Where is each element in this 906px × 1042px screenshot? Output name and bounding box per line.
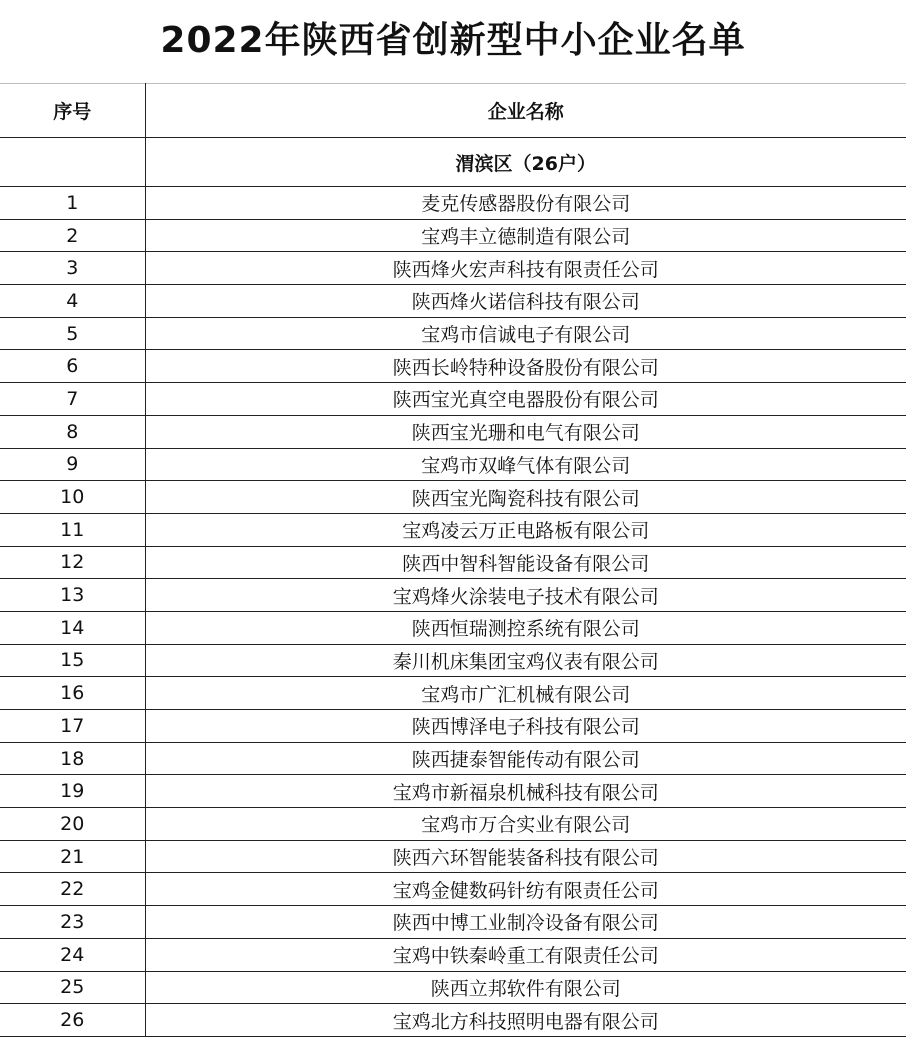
- row-company-name-cell: 陕西烽火诺信科技有限公司: [145, 285, 906, 318]
- table-row: [0, 546, 906, 579]
- row-company-name-cell: 陕西长岭特种设备股份有限公司: [145, 350, 906, 383]
- table-row: [0, 1004, 906, 1037]
- row-company-name-cell: 陕西恒瑞测控系统有限公司: [145, 611, 906, 644]
- district-label: 渭滨区（26户）: [145, 138, 906, 187]
- table-row: [0, 513, 906, 546]
- row-company-name-cell: 宝鸡凌云万正电路板有限公司: [145, 513, 906, 546]
- row-index-cell: 21: [0, 840, 145, 873]
- row-index-cell: 20: [0, 808, 145, 841]
- column-header-index: 序号: [0, 84, 145, 138]
- row-index-cell: 11: [0, 513, 145, 546]
- row-index-cell: 7: [0, 383, 145, 416]
- row-index-cell: 15: [0, 644, 145, 677]
- row-company-name-cell: 宝鸡市万合实业有限公司: [145, 808, 906, 841]
- row-company-name-cell: 陕西六环智能装备科技有限公司: [145, 840, 906, 873]
- table-row: [0, 808, 906, 841]
- table-row: [0, 415, 906, 448]
- row-index-cell: 16: [0, 677, 145, 710]
- row-company-name-cell: 陕西中智科智能设备有限公司: [145, 546, 906, 579]
- table-row: [0, 938, 906, 971]
- table-row: [0, 219, 906, 252]
- row-company-name-cell: 宝鸡市信诚电子有限公司: [145, 317, 906, 350]
- row-index-cell: 8: [0, 415, 145, 448]
- table-row: [0, 285, 906, 318]
- row-index-cell: 25: [0, 971, 145, 1004]
- table-row: [0, 448, 906, 481]
- row-index-cell: 22: [0, 873, 145, 906]
- row-index-cell: 24: [0, 938, 145, 971]
- row-index-cell: 26: [0, 1004, 145, 1037]
- table-row: [0, 775, 906, 808]
- row-index-cell: 12: [0, 546, 145, 579]
- table-row: [0, 481, 906, 514]
- row-company-name-cell: 陕西立邦软件有限公司: [145, 971, 906, 1004]
- table-row: [0, 252, 906, 285]
- table-row: [0, 187, 906, 220]
- row-index-cell: 3: [0, 252, 145, 285]
- document-title: 2022年陕西省创新型中小企业名单: [160, 20, 746, 61]
- row-company-name-cell: 宝鸡丰立德制造有限公司: [145, 219, 906, 252]
- row-index-cell: 19: [0, 775, 145, 808]
- row-company-name-cell: 宝鸡金健数码针纺有限责任公司: [145, 873, 906, 906]
- row-index-cell: 1: [0, 187, 145, 220]
- table-row: [0, 317, 906, 350]
- row-company-name-cell: 陕西宝光真空电器股份有限公司: [145, 383, 906, 416]
- row-company-name-cell: 宝鸡北方科技照明电器有限公司: [145, 1004, 906, 1037]
- row-index-cell: 13: [0, 579, 145, 612]
- row-company-name-cell: 宝鸡市新福泉机械科技有限公司: [145, 775, 906, 808]
- row-index-cell: 4: [0, 285, 145, 318]
- district-row: [0, 138, 906, 187]
- table-row: [0, 971, 906, 1004]
- row-company-name-cell: 陕西宝光陶瓷科技有限公司: [145, 481, 906, 514]
- table-row: [0, 383, 906, 416]
- table-row: [0, 644, 906, 677]
- row-index-cell: 5: [0, 317, 145, 350]
- column-header-name: 企业名称: [145, 84, 906, 138]
- row-company-name-cell: 陕西烽火宏声科技有限责任公司: [145, 252, 906, 285]
- row-index-cell: 17: [0, 710, 145, 743]
- table-row: [0, 873, 906, 906]
- row-index-cell: 10: [0, 481, 145, 514]
- row-company-name-cell: 宝鸡市双峰气体有限公司: [145, 448, 906, 481]
- table-row: [0, 677, 906, 710]
- row-company-name-cell: 宝鸡市广汇机械有限公司: [145, 677, 906, 710]
- district-index-cell: [0, 138, 145, 187]
- row-company-name-cell: 宝鸡中铁秦岭重工有限责任公司: [145, 938, 906, 971]
- row-index-cell: 23: [0, 906, 145, 939]
- row-company-name-cell: 陕西捷泰智能传动有限公司: [145, 742, 906, 775]
- enterprise-table: [0, 83, 906, 1037]
- row-index-cell: 9: [0, 448, 145, 481]
- row-company-name-cell: 陕西中博工业制冷设备有限公司: [145, 906, 906, 939]
- table-row: [0, 579, 906, 612]
- row-index-cell: 14: [0, 611, 145, 644]
- row-index-cell: 6: [0, 350, 145, 383]
- row-company-name-cell: 宝鸡烽火涂装电子技术有限公司: [145, 579, 906, 612]
- row-company-name-cell: 麦克传感器股份有限公司: [145, 187, 906, 220]
- table-header-row: [0, 84, 906, 138]
- row-index-cell: 2: [0, 219, 145, 252]
- table-row: [0, 840, 906, 873]
- table-row: [0, 611, 906, 644]
- table-row: [0, 710, 906, 743]
- row-company-name-cell: 陕西博泽电子科技有限公司: [145, 710, 906, 743]
- table-row: [0, 350, 906, 383]
- table-row: [0, 742, 906, 775]
- table-row: [0, 906, 906, 939]
- row-company-name-cell: 陕西宝光珊和电气有限公司: [145, 415, 906, 448]
- row-index-cell: 18: [0, 742, 145, 775]
- row-company-name-cell: 秦川机床集团宝鸡仪表有限公司: [145, 644, 906, 677]
